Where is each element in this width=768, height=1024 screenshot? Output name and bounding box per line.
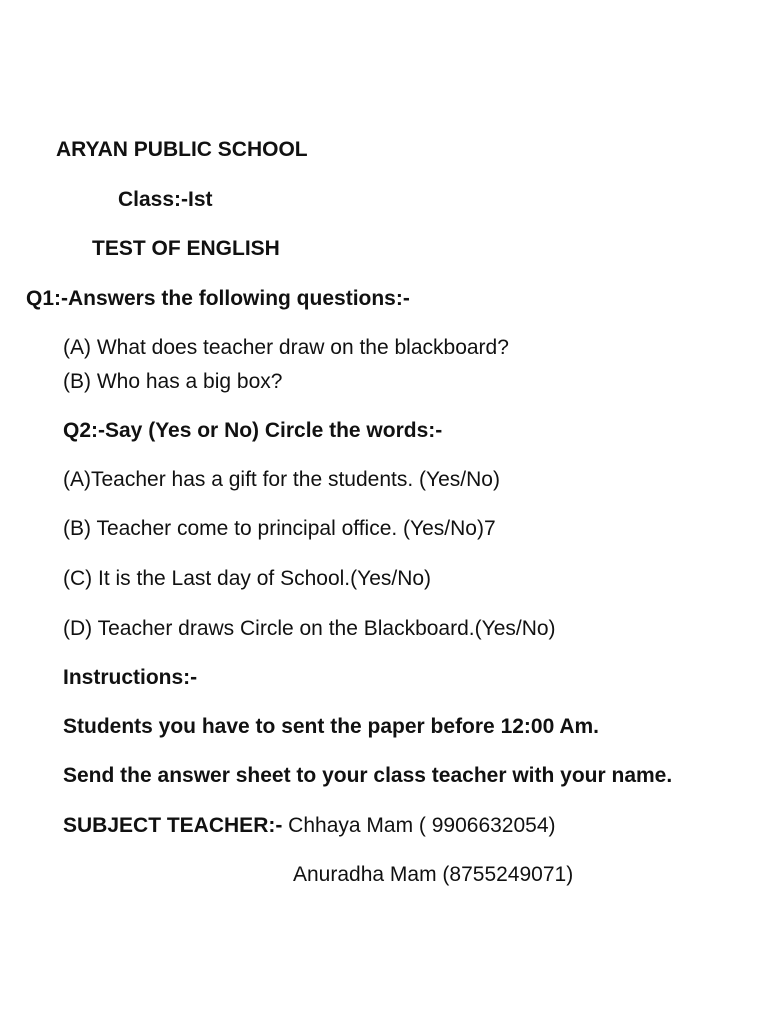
subject-teacher-2: Anuradha Mam (8755249071) [293, 863, 574, 886]
subject-teacher-label: SUBJECT TEACHER:- [63, 814, 283, 837]
q2-item-d: (D) Teacher draws Circle on the Blackboard.(Yes/No) [63, 617, 556, 640]
q2-item-c: (C) It is the Last day of School.(Yes/No) [63, 567, 432, 590]
class-label: Class:-Ist [118, 188, 213, 211]
test-title: TEST OF ENGLISH [92, 237, 280, 260]
instructions-heading: Instructions:- [63, 666, 198, 689]
subject-teacher-line [63, 813, 556, 839]
q2-item-a: (A)Teacher has a gift for the students. (Yes/No) [63, 468, 500, 491]
q2-heading: Q2:-Say (Yes or No) Circle the words:- [63, 419, 443, 442]
q2-item-b: (B) Teacher come to principal office. (Yes/No)7 [63, 517, 496, 540]
instruction-line-1: Students you have to sent the paper before 12:00 Am. [63, 715, 600, 738]
q1-heading: Q1:-Answers the following questions:- [26, 287, 410, 310]
instruction-line-2: Send the answer sheet to your class teacher with your name. [63, 764, 673, 787]
school-name: ARYAN PUBLIC SCHOOL [56, 138, 308, 161]
q1-item-a: (A) What does teacher draw on the blackboard? [63, 336, 509, 359]
q1-item-b: (B) Who has a big box? [63, 370, 283, 393]
subject-teacher-1: Chhaya Mam ( 9906632054) [282, 814, 556, 837]
